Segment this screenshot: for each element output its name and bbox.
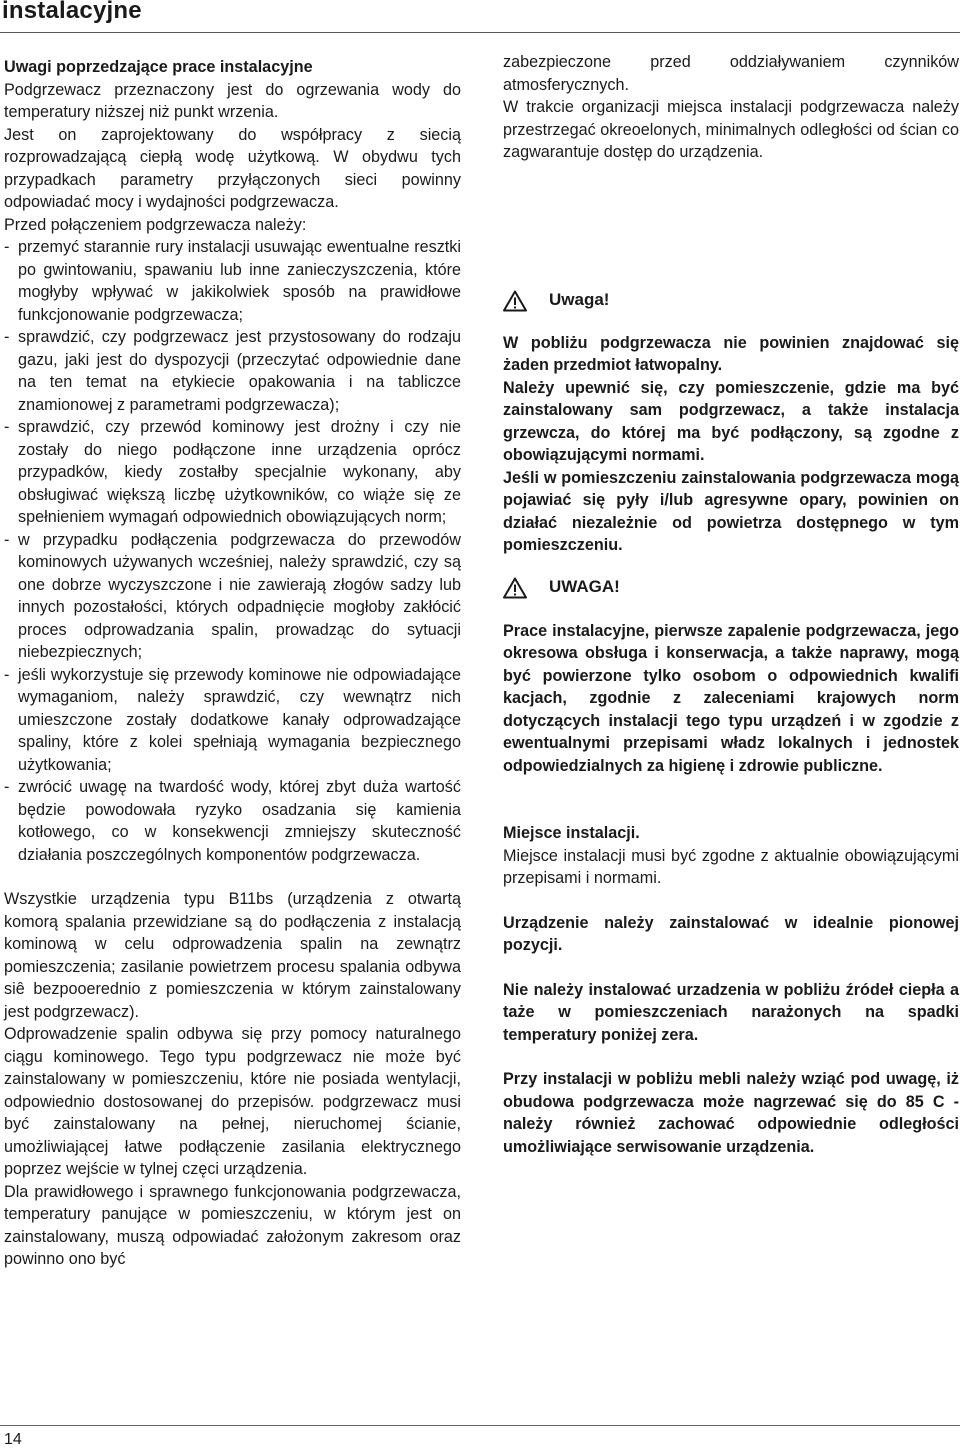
paragraph: Odprowadzenie spalin odbywa się przy pomocy naturalnego ciągu kominowego. Tego typu podgrzewacz nie może być zainstalowany w pomieszczeniu, które nie posiada wentylacji, odpowiednio dostosowanej do przepisów. podgrzewacz musi być zainstalowany na pełnej, nieruchomej ścianie, umożliwiającej łatwe podłączenie zasilania elektrycznego poprzez wejście w tylnej częci urządzenia. [4,1025,461,1178]
paragraph: zabezpieczone przed oddziaływaniem czynników atmosferycznych. [503,53,959,94]
note: Przy instalacji w pobliżu mebli należy wziąć pod uwagę, iż obudowa podgrzewacza może nagrzewać się do 85 C - należy również zachować odpowiednie odległości umożliwiające serwisowanie urządzenia. [503,1070,959,1156]
list-item: - sprawdzić, czy przewód kominowy jest drożny i czy nie zostały do niego podłączone inne urządzenia oprócz przypadków, kiedy zostałby specjalnie wykonany, aby obsługiwać większą liczbę użytkowników, co wiąże się ze spełnieniem wymagań odpowiednich obowiązujących norm; [4,418,461,526]
page-title: instalacyjne [2,0,142,24]
warning-triangle-icon [503,290,527,312]
header-divider [0,32,960,33]
intro-paragraph: Podgrzewacz przeznaczony jest do ogrzewania wody do temperatury niższej niż punkt wrzenia. [4,80,461,121]
paragraph: Jest on zaprojektowany do współpracy z siecią rozprowadzającą ciepłą wodę użytkową. W obydwu tych przypadkach parametry przyłączonych sieci powinny odpowiadać mocy i wydajności podgrzewacza. [4,125,461,211]
location-heading: Miejsce instalacji. [503,824,640,842]
footer-divider [0,1425,960,1426]
list-item: - przemyć starannie rury instalacji usuwając ewentualne resztki po gwintowaniu, spawaniu lub inne zanieczyszczenia, które mogłyby wpływać w jakikolwiek sposób na prawidłowe funkcjonowanie podgrzewacza; [4,238,461,324]
list-item: - jeśli wykorzystuje się przewody kominowe nie odpowiadające wymaganiom, należy sprawdzić, czy wewnątrz nich umieszczone zostały dodatkowe kanały odprowadzające spaliny, które z kolei spełniają wymagania bezpiecznego użytkowania; [4,665,461,774]
list-item: - sprawdzić, czy podgrzewacz jest przystosowany do rodzaju gazu, jaki jest do dyspozycji (przeczytać odpowiednie dane na ten temat na etykiecie opakowania i na tabliczce znamionowej z parametrami podgrzewacza); [4,328,461,414]
warning-title: Uwaga! [549,290,610,310]
warning-title: UWAGA! [549,577,620,597]
paragraph: Przed połączeniem podgrzewacza należy: [4,215,307,234]
page-number: 14 [4,1431,22,1448]
warning-triangle-icon [503,577,527,599]
warning-text: Jeśli w pomieszczeniu zainstalowania podgrzewacza mogą pojawiać się pyły i/lub agresywne opary, powinien on działać niezależnie od powietrza dostępnego w tym pomieszczeniu. [503,468,959,554]
left-column [4,56,461,1271]
warning-header [503,575,959,601]
paragraph: Wszystkie urządzenia typu B11bs (urządzenia z otwartą komorą spalania przewidziane są do podłączenia z instalacją kominową w celu odprowadzenia spalin na zewnątrz pomieszczenia; zasilanie powietrzem procesu spalania odbywa siê bezpooerednio z pomieszczenia w którym zainstalowany jest podgrzewacz). [4,890,461,1021]
list-item: - zwrócić uwagę na twardość wody, której zbyt duża wartość będzie powodowała ryzyko osadzania się kamienia kotłowego, co w konsekwencji zmniejszy skuteczność działania poszczególnych komponentów podgrzewacza. [4,778,461,864]
warning-header [503,288,959,314]
location-text: Miejsce instalacji musi być zgodne z aktualnie obowiązującymi przepisami i normami. [503,846,959,887]
section-heading: Uwagi poprzedzające prace instalacyjne [4,58,313,76]
list-item: - w przypadku podłączenia podgrzewacza do przewodów kominowych używanych wcześniej, należy sprawdzić, czy są one dobrze wyczyszczone i nie zawierają złogów sadzy lub innych pozostałości, których odpadnięcie mogłoby zakłócić proces odprowadzania spalin, prowadząc do sytuacji niebezpiecznych; [4,530,461,661]
paragraph: Dla prawidłowego i sprawnego funkcjonowania podgrzewacza, temperatury panujące w pomieszczeniu, w którym jest on zainstalowany, muszą odpowiadać założonym zakresom oraz powinno ono być [4,1182,461,1268]
note: Urządzenie należy zainstalować w idealnie pionowej pozycji. [503,913,959,954]
note: Nie należy instalować urzadzenia w pobliżu źródeł ciepła a taże w pomieszczeniach narażonych na spadki temperatury poniżej zera. [503,980,959,1044]
warning-text: Prace instalacyjne, pierwsze zapalenie podgrzewacza, jego okresowa obsługa i konserwacja, a także naprawy, mogą być powierzone tylko osobom o odpowiednich kwalifi kacjach, zgodnie z zaleceniami krajowych norm dotyczących instalacji tego typu urządzeń i w zgodzie z ewentualnymi przepisami władz lokalnych i jednostek odpowiedzialnych za higienę i zdrowie publiczne. [503,621,959,775]
warning-text: Należy upewnić się, czy pomieszczenie, gdzie ma być zainstalowany sam podgrzewacz, a także instalacja grzewcza, do której ma być podłączony, są zgodne z obowiązującymi normami. [503,378,959,464]
right-column [503,51,959,1158]
paragraph: W trakcie organizacji miejsca instalacji podgrzewacza należy przestrzegać okreoelonych, minimalnych odległości od ścian co zagwarantuje dostęp do urządzenia. [503,98,959,161]
warning-text: W pobliżu podgrzewacza nie powinien znajdować się żaden przedmiot łatwopalny. [503,333,959,374]
